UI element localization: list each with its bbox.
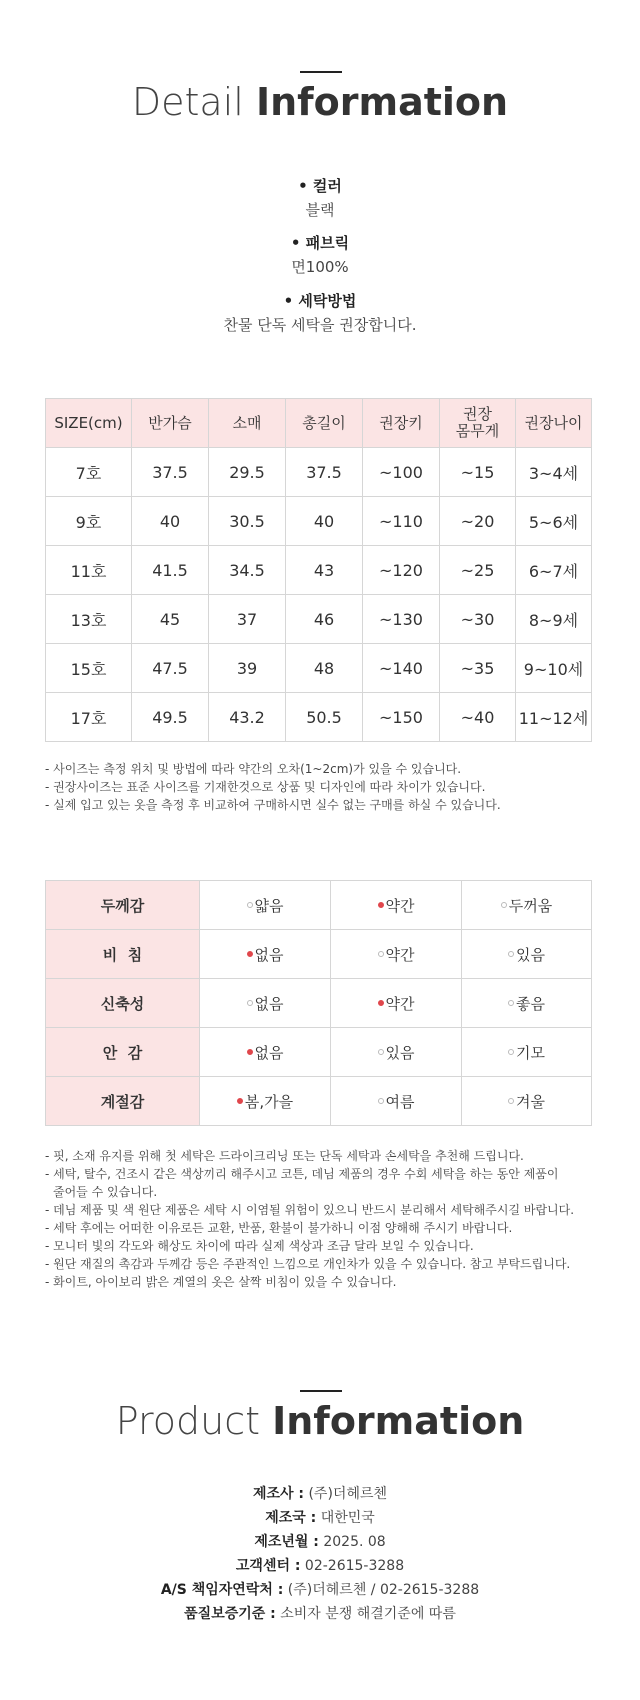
size-label-cell: 9호 [46,497,132,546]
feel-option [378,1042,415,1063]
selected-dot-icon [378,902,384,908]
size-note: - 실제 입고 있는 옷을 측정 후 비교하여 구매하시면 실수 없는 구매를 하실 수 있습니다. [45,798,501,812]
detail-title-bar [300,71,342,73]
manufacturer-value: (주)더헤르첸 [304,1486,388,1502]
feel-option [508,993,545,1014]
size-header-cell: SIZE(cm) [46,399,132,448]
product-title [0,1399,640,1443]
size-header-cell: 총길이 [286,399,363,448]
size-value-cell: 8~9세 [516,595,592,644]
quality-label: 품질보증기준 : [184,1606,276,1622]
feel-option-cell [331,881,462,930]
feel-option-label: 겨울 [516,1092,545,1111]
size-value-cell: ~100 [363,448,440,497]
size-table-row [46,693,592,742]
size-table-row [46,497,592,546]
feel-row-label: 비 침 [46,930,200,979]
feel-option [247,1042,284,1063]
feel-row-label: 두께감 [46,881,200,930]
size-table-row [46,448,592,497]
date-label: 제조년월 : [254,1534,319,1550]
feel-table-row [46,1077,592,1126]
wash-info [0,290,640,335]
feel-option-label: 있음 [385,1043,415,1062]
unselected-dot-icon [508,951,514,957]
detail-title-light: Detail [131,80,244,124]
fabric-feel-table [45,880,592,1126]
size-value-cell: 41.5 [132,546,209,595]
fabric-label: • 패브릭 [290,234,350,252]
feel-option-label: 없음 [254,1043,284,1062]
feel-option-label: 여름 [385,1092,415,1111]
care-note: - 화이트, 아이보리 밝은 계열의 옷은 살짝 비침이 있을 수 있습니다. [45,1275,397,1289]
selected-dot-icon [247,1049,253,1055]
size-value-cell: ~140 [363,644,440,693]
unselected-dot-icon [247,1000,253,1006]
feel-option [247,993,284,1014]
care-note: - 핏, 소재 유지를 위해 첫 세탁은 드라이크리닝 또는 단독 세탁과 손세탁을 추천해 드립니다. [45,1149,524,1163]
color-label: • 컬러 [298,177,342,195]
product-info-line [0,1506,640,1530]
product-info-line [0,1602,640,1626]
color-info [0,175,640,220]
manufacturer-label: 제조사 : [252,1486,305,1502]
customer-center-label: 고객센터 : [235,1558,301,1574]
date-value: 2025. 08 [318,1534,386,1550]
color-value: 블랙 [305,201,335,219]
feel-option [501,895,552,916]
size-value-cell: 48 [286,644,363,693]
feel-option-cell [331,1028,462,1077]
size-value-cell: ~110 [363,497,440,546]
size-label-cell: 13호 [46,595,132,644]
feel-option-cell [462,881,592,930]
unselected-dot-icon [508,1098,514,1104]
size-note: - 권장사이즈는 표준 사이즈를 기재한것으로 상품 및 디자인에 따라 차이가 있습니다. [45,780,486,794]
size-value-cell: ~25 [440,546,516,595]
feel-option [378,895,415,916]
wash-value: 찬물 단독 세탁을 권장합니다. [223,316,417,334]
size-notes [45,760,605,814]
care-note: - 원단 재질의 촉감과 두께감 등은 주관적인 느낌으로 개인차가 있을 수 있습니다. 참고 부탁드립니다. [45,1257,571,1271]
unselected-dot-icon [501,902,507,908]
feel-option-label: 약간 [385,896,415,915]
feel-option [247,944,284,965]
customer-center-value: 02-2615-3288 [300,1558,405,1574]
size-value-cell: 50.5 [286,693,363,742]
size-header-cell: 권장나이 [516,399,592,448]
unselected-dot-icon [378,1098,384,1104]
selected-dot-icon [378,1000,384,1006]
feel-option-label: 없음 [254,945,284,964]
feel-table-row [46,881,592,930]
country-label: 제조국 : [265,1510,317,1526]
size-value-cell: ~40 [440,693,516,742]
feel-option-label: 두꺼움 [508,896,553,915]
feel-option [508,1091,545,1112]
feel-option-cell [200,881,331,930]
feel-option-cell [200,979,331,1028]
feel-row-label: 신축성 [46,979,200,1028]
size-header-cell: 권장 몸무게 [440,399,516,448]
product-title-bold: Information [272,1399,525,1443]
product-info-line [0,1482,640,1506]
feel-option-label: 기모 [516,1043,545,1062]
fabric-info [0,232,640,277]
care-notes [45,1147,605,1291]
feel-option [378,993,415,1014]
size-value-cell: 47.5 [132,644,209,693]
unselected-dot-icon [508,1049,514,1055]
feel-option [378,944,415,965]
size-header-cell: 소매 [209,399,286,448]
size-value-cell: 40 [286,497,363,546]
product-info-line [0,1530,640,1554]
as-contact-value: (주)더헤르첸 / 02-2615-3288 [283,1582,480,1598]
size-label-cell: 17호 [46,693,132,742]
feel-option-label: 약간 [385,994,415,1013]
feel-option-cell [200,930,331,979]
size-table-header [46,399,592,448]
care-note: 줄어들 수 있습니다. [53,1185,158,1199]
size-value-cell: 37.5 [132,448,209,497]
care-note: - 세탁, 탈수, 건조시 같은 색상끼리 해주시고 코튼, 데님 제품의 경우 수회 세탁을 하는 동안 제품이 [45,1167,559,1181]
size-table [45,398,592,742]
feel-row-label: 안 감 [46,1028,200,1077]
care-note: - 데님 제품 및 색 원단 제품은 세탁 시 이염될 위험이 있으니 반드시 분리해서 세탁해주시길 바랍니다. [45,1203,575,1217]
feel-option [247,895,284,916]
size-value-cell: 9~10세 [516,644,592,693]
size-value-cell: ~20 [440,497,516,546]
care-note: - 세탁 후에는 어떠한 이유로든 교환, 반품, 환불이 불가하니 이점 양해해 주시기 바랍니다. [45,1221,513,1235]
size-value-cell: 49.5 [132,693,209,742]
size-value-cell: ~30 [440,595,516,644]
size-value-cell: 6~7세 [516,546,592,595]
size-value-cell: 46 [286,595,363,644]
feel-option [237,1091,293,1112]
product-title-bar [300,1390,342,1392]
unselected-dot-icon [378,951,384,957]
fabric-value: 면100% [291,258,349,276]
feel-option-cell [200,1028,331,1077]
size-table-row [46,595,592,644]
size-value-cell: 29.5 [209,448,286,497]
feel-option-cell [331,979,462,1028]
feel-row-label: 계절감 [46,1077,200,1126]
unselected-dot-icon [247,902,253,908]
size-label-cell: 15호 [46,644,132,693]
size-note: - 사이즈는 측정 위치 및 방법에 따라 약간의 오차(1~2cm)가 있을 수 있습니다. [45,762,462,776]
selected-dot-icon [247,951,253,957]
feel-option-label: 얇음 [254,896,284,915]
size-label-cell: 11호 [46,546,132,595]
size-value-cell: 11~12세 [516,693,592,742]
size-value-cell: 37.5 [286,448,363,497]
product-info-line [0,1554,640,1578]
wash-label: • 세탁방법 [283,292,357,310]
feel-option [378,1091,415,1112]
unselected-dot-icon [378,1049,384,1055]
selected-dot-icon [237,1098,243,1104]
feel-table-row [46,979,592,1028]
detail-title [0,80,640,124]
detail-title-bold: Information [255,80,509,124]
size-value-cell: ~15 [440,448,516,497]
size-value-cell: ~120 [363,546,440,595]
size-label-cell: 7호 [46,448,132,497]
quality-value: 소비자 분쟁 해결기준에 따름 [275,1606,456,1622]
size-value-cell: 30.5 [209,497,286,546]
country-value: 대한민국 [316,1510,375,1526]
size-value-cell: 37 [209,595,286,644]
size-value-cell: 45 [132,595,209,644]
size-value-cell: 43 [286,546,363,595]
product-info-line [0,1578,640,1602]
size-value-cell: 43.2 [209,693,286,742]
feel-option-cell [331,1077,462,1126]
size-header-cell: 권장키 [363,399,440,448]
feel-option [508,1042,545,1063]
feel-option-cell [462,930,592,979]
size-table-row [46,546,592,595]
feel-table-row [46,1028,592,1077]
size-header-cell: 반가슴 [132,399,209,448]
feel-table-row [46,930,592,979]
feel-option-label: 있음 [516,945,545,964]
feel-option-cell [200,1077,331,1126]
feel-option-label: 없음 [254,994,284,1013]
size-value-cell: 5~6세 [516,497,592,546]
size-value-cell: 3~4세 [516,448,592,497]
size-value-cell: 39 [209,644,286,693]
size-value-cell: 34.5 [209,546,286,595]
feel-option-label: 봄,가을 [244,1092,294,1111]
size-value-cell: 40 [132,497,209,546]
unselected-dot-icon [508,1000,514,1006]
feel-option [508,944,545,965]
feel-option-cell [462,979,592,1028]
size-value-cell: ~130 [363,595,440,644]
product-info-list [0,1482,640,1626]
size-value-cell: ~35 [440,644,516,693]
feel-option-cell [462,1028,592,1077]
feel-option-label: 약간 [385,945,415,964]
product-title-light: Product [115,1399,260,1443]
size-value-cell: ~150 [363,693,440,742]
feel-option-cell [331,930,462,979]
feel-option-label: 좋음 [516,994,545,1013]
feel-option-cell [462,1077,592,1126]
size-table-row [46,644,592,693]
as-contact-label: A/S 책임자연락처 : [160,1582,284,1598]
care-note: - 모니터 빛의 각도와 해상도 차이에 따라 실제 색상과 조금 달라 보일 수 있습니다. [45,1239,474,1253]
